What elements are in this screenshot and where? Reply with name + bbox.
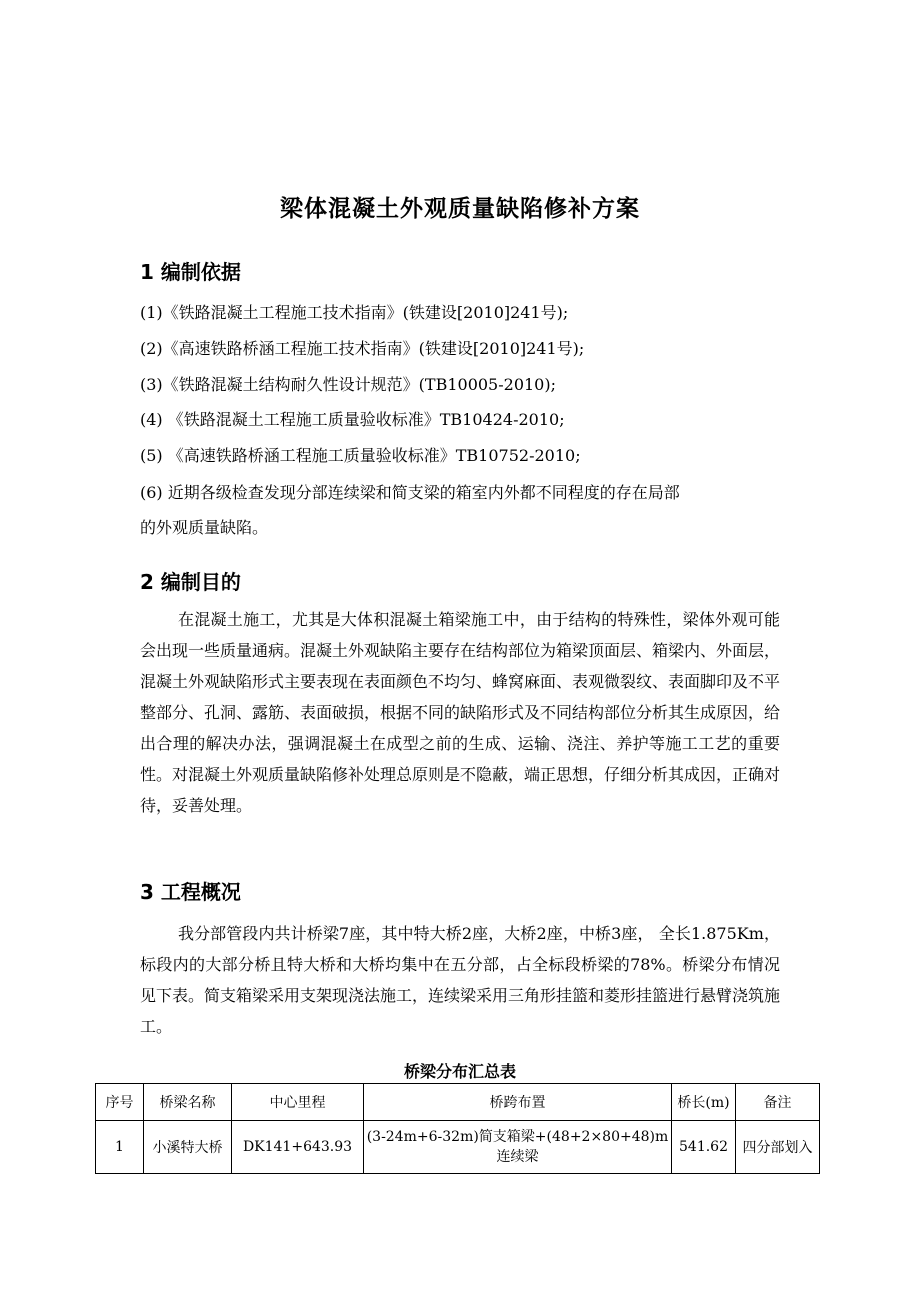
table-caption: 桥梁分布汇总表 xyxy=(403,1062,516,1081)
reference-item-1: (1)《铁路混凝土工程施工技术指南》(铁建设[2010]241号); xyxy=(140,303,569,322)
cell-index: 1 xyxy=(96,1121,144,1174)
section-3-paragraph: 我分部管段内共计桥梁7座，其中特大桥2座，大桥2座，中桥3座， 全长1.875Km，标段内的大部分桥且特大桥和大桥均集中在五分部，占全标段桥梁的78%。桥梁分布情况见下表。简支箱梁采用支架现浇法施工，连续梁采用三角形挂篮和菱形挂篮进行悬臂浇筑施工。 xyxy=(140,924,781,1036)
header-span-layout: 桥跨布置 xyxy=(364,1084,672,1121)
section-1-heading: 1 编制依据 xyxy=(140,260,241,284)
table-row xyxy=(96,1121,820,1174)
reference-item-3: (3)《铁路混凝土结构耐久性设计规范》(TB10005-2010); xyxy=(140,375,556,394)
bridge-summary-table xyxy=(95,1083,820,1174)
header-center-mileage: 中心里程 xyxy=(232,1084,364,1121)
reference-item-6: (6) 近期各级检查发现分部连续梁和简支梁的箱室内外都不同程度的存在局部 xyxy=(140,483,680,502)
cell-bridge-name: 小溪特大桥 xyxy=(144,1121,232,1174)
section-2-heading: 2 编制目的 xyxy=(140,570,241,594)
section-3-heading: 3 工程概况 xyxy=(140,880,241,904)
cell-span-layout: (3-24m+6-32m)简支箱梁+(48+2×80+48)m连续梁 xyxy=(364,1121,672,1174)
document-title: 梁体混凝土外观质量缺陷修补方案 xyxy=(280,196,640,222)
reference-item-5: (5) 《高速铁路桥涵工程施工质量验收标准》TB10752-2010; xyxy=(140,446,581,465)
header-bridge-length: 桥长(m) xyxy=(672,1084,736,1121)
table-header-row xyxy=(96,1084,820,1121)
header-bridge-name: 桥梁名称 xyxy=(144,1084,232,1121)
cell-center-mileage: DK141+643.93 xyxy=(232,1121,364,1174)
header-remarks: 备注 xyxy=(736,1084,820,1121)
section-2-paragraph: 在混凝土施工，尤其是大体积混凝土箱梁施工中，由于结构的特殊性，梁体外观可能会出现一些质量通病。混凝土外观缺陷主要存在结构部位为箱梁顶面层、箱梁内、外面层，混凝土外观缺陷形式主要表现在表面颜色不均匀、蜂窝麻面、表观微裂纹、表面脚印及不平整部分、孔洞、露筋、表面破损，根据不同的缺陷形式及不同结构部位分析其生成原因，给出合理的解决办法，强调混凝土在成型之前的生成、运输、浇注、养护等施工工艺的重要性。对混凝土外观质量缺陷修补处理总原则是不隐蔽，端正思想，仔细分析其成因，正确对待，妥善处理。 xyxy=(140,610,781,815)
reference-item-2: (2)《高速铁路桥涵工程施工技术指南》(铁建设[2010]241号); xyxy=(140,339,585,358)
reference-item-6-continued: 的外观质量缺陷。 xyxy=(140,518,269,537)
reference-item-4: (4) 《铁路混凝土工程施工质量验收标准》TB10424-2010; xyxy=(140,410,565,429)
cell-remarks: 四分部划入 xyxy=(736,1121,820,1174)
cell-bridge-length: 541.62 xyxy=(672,1121,736,1174)
header-index: 序号 xyxy=(96,1084,144,1121)
